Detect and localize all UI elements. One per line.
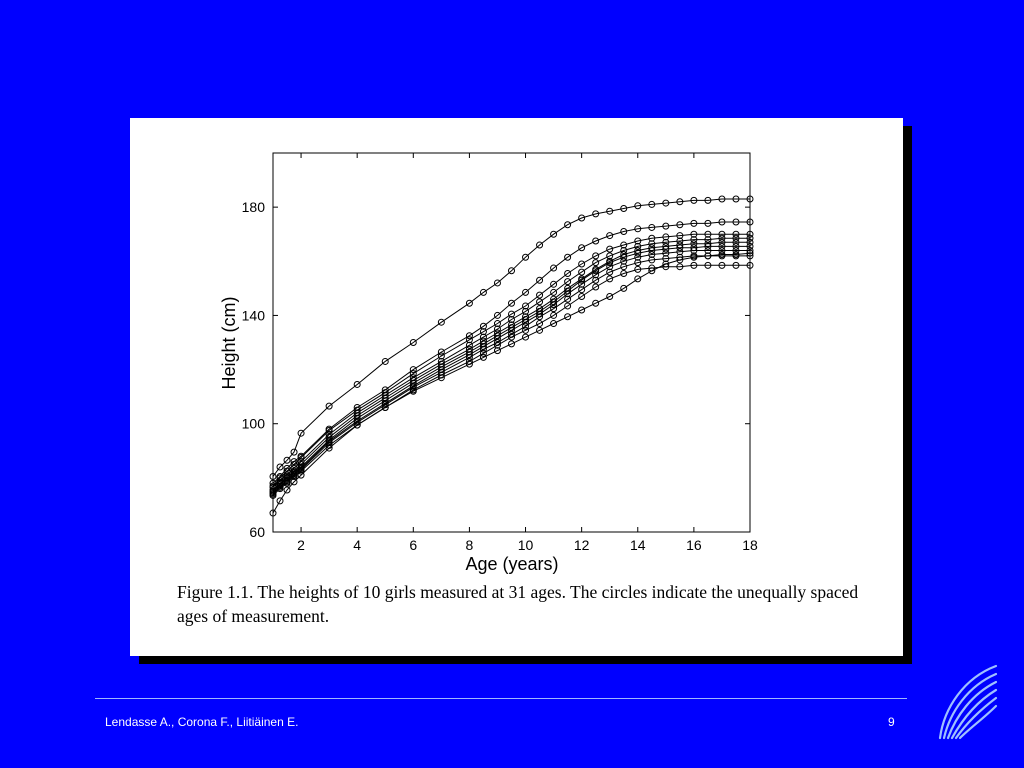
footer-authors: Lendasse A., Corona F., Liitiäinen E. xyxy=(105,715,299,729)
growth-chart xyxy=(130,118,903,578)
x-tick-label: 16 xyxy=(686,537,702,553)
x-tick-label: 8 xyxy=(465,537,474,553)
series-line-2 xyxy=(273,222,750,483)
y-axis-label: Height (cm) xyxy=(219,296,239,390)
series-line-7 xyxy=(273,251,750,493)
series-line-4 xyxy=(273,238,750,487)
y-tick-label: 140 xyxy=(241,307,265,324)
university-logo-icon xyxy=(930,660,1000,742)
x-tick-label: 12 xyxy=(573,537,590,553)
figure-panel xyxy=(130,118,903,656)
x-tick-label: 4 xyxy=(353,537,362,553)
y-tick-label: 180 xyxy=(241,199,265,216)
x-tick-label: 2 xyxy=(297,537,305,553)
x-tick-label: 10 xyxy=(517,537,534,553)
x-tick-label: 18 xyxy=(742,537,758,553)
series-line-8 xyxy=(273,256,750,494)
x-axis-label: Age (years) xyxy=(465,554,559,574)
y-tick-label: 60 xyxy=(249,524,265,540)
series-line-3 xyxy=(273,234,750,486)
figure-caption: Figure 1.1. The heights of 10 girls measured at 31 ages. The circles indicate the unequally spaced ages of measurement. xyxy=(177,582,859,626)
page-number: 9 xyxy=(888,715,895,729)
x-tick-label: 14 xyxy=(629,537,646,553)
series-line-6 xyxy=(273,246,750,491)
footer-divider xyxy=(95,698,907,699)
series-line-10 xyxy=(273,253,750,513)
plot-frame xyxy=(273,153,750,532)
series-group xyxy=(270,196,753,516)
series-line-5 xyxy=(273,242,750,490)
x-tick-label: 6 xyxy=(409,537,418,553)
y-tick-label: 100 xyxy=(241,415,265,432)
